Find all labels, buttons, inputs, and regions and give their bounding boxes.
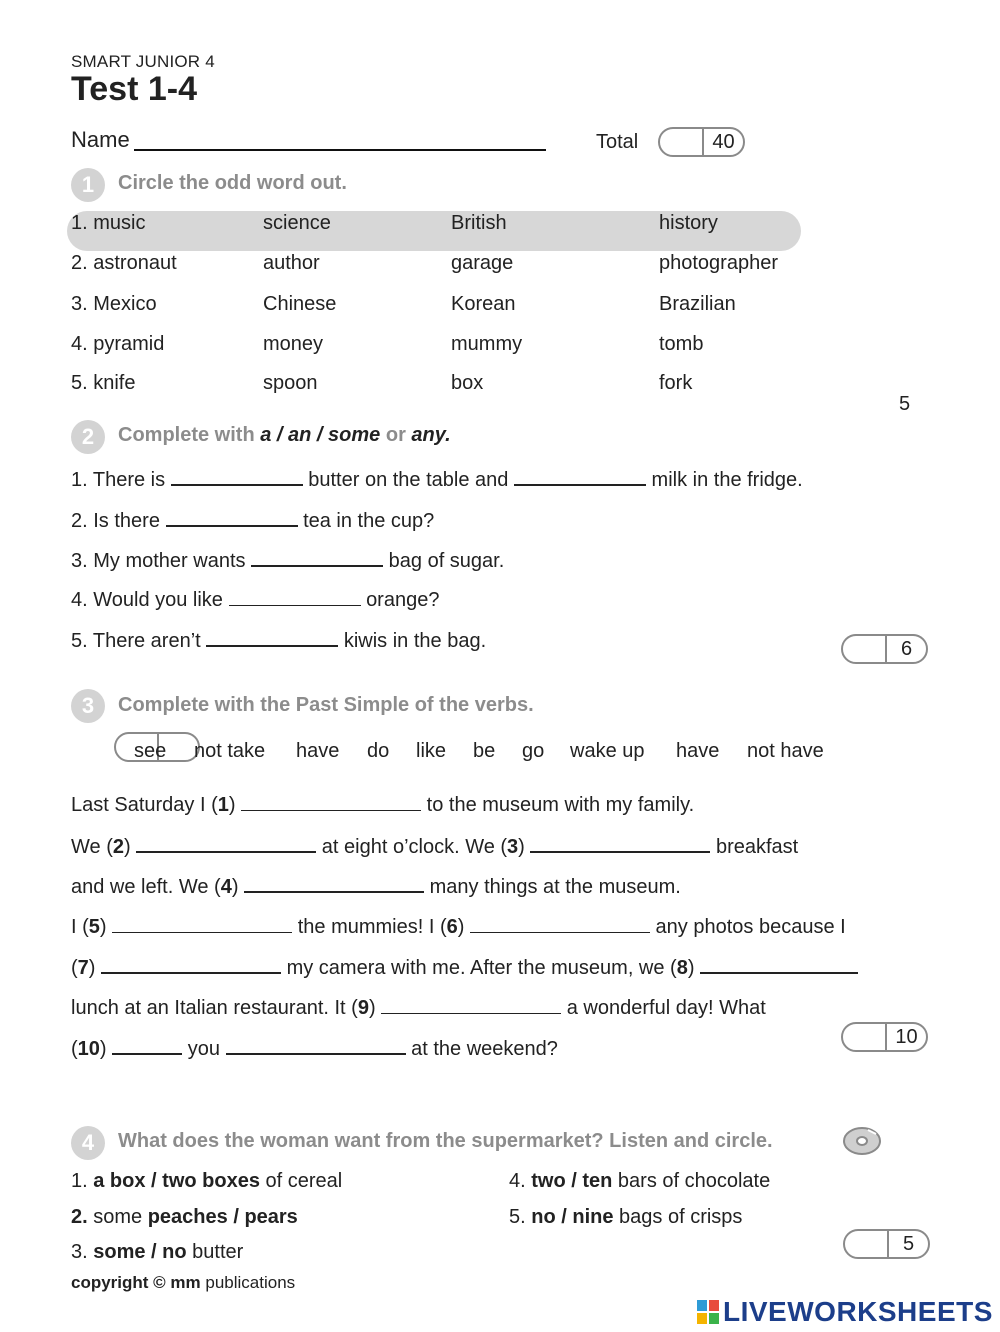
section-4-score: 5 xyxy=(902,1233,915,1255)
s3-line-3: and we left. We (4) many things at the museum. xyxy=(71,871,681,899)
section-4-number: 4 xyxy=(71,1126,105,1160)
section-1-score: 5 xyxy=(899,393,911,415)
s4-item-1: 1. a box / two boxes of cereal xyxy=(71,1170,343,1192)
s4-item-4-options[interactable]: two / ten xyxy=(531,1170,613,1192)
word-bank-have: have xyxy=(296,740,340,762)
s3-line-5: (7) my camera with me. After the museum, we (8) xyxy=(71,952,858,980)
section-1-instruction: Circle the odd word out. xyxy=(118,172,347,194)
liveworksheets-logo-icon xyxy=(697,1300,719,1324)
s3-line-4: I (5) the mummies! I (6) any photos because I xyxy=(71,912,846,939)
s1-row2-word2[interactable]: author xyxy=(263,252,320,274)
s3-blank-7[interactable] xyxy=(101,952,281,974)
s2-blank-1a[interactable] xyxy=(171,464,303,486)
word-bank-wake-up: wake up xyxy=(570,740,645,762)
s2-sentence-3: 3. My mother wants bag of sugar. xyxy=(71,545,504,573)
s1-row2-word1[interactable]: 2. astronaut xyxy=(71,252,177,274)
s3-blank-10a[interactable] xyxy=(112,1033,182,1055)
s2-sentence-1: 1. There is butter on the table and milk in the fridge. xyxy=(71,464,803,492)
s4-item-2-options[interactable]: peaches / pears xyxy=(147,1206,298,1228)
s2-sentence-5: 5. There aren’t kiwis in the bag. xyxy=(71,625,486,653)
s4-item-1-options[interactable]: a box / two boxes xyxy=(93,1170,260,1192)
total-score-box[interactable] xyxy=(658,127,745,157)
s2-blank-2[interactable] xyxy=(166,505,298,527)
section-2-score: 6 xyxy=(900,638,913,660)
s1-row3-word3[interactable]: Korean xyxy=(451,293,516,315)
s1-row1-word3[interactable]: British xyxy=(451,212,507,234)
s4-item-2: 2. some peaches / pears xyxy=(71,1206,298,1228)
word-bank-not-take: not take xyxy=(194,740,266,762)
s1-row5-word1[interactable]: 5. knife xyxy=(71,372,136,394)
name-label: Name xyxy=(71,127,130,152)
s1-row1-word2[interactable]: science xyxy=(263,212,331,234)
s3-blank-10b[interactable] xyxy=(226,1033,406,1055)
s1-row4-word3[interactable]: mummy xyxy=(451,333,523,355)
name-line[interactable] xyxy=(134,149,546,151)
s3-line-2: We (2) at eight o’clock. We (3) breakfast xyxy=(71,831,798,859)
s3-line-7: (10) you at the weekend? xyxy=(71,1033,558,1061)
s3-blank-2[interactable] xyxy=(136,831,316,853)
s2-blank-4[interactable] xyxy=(229,585,361,606)
s4-item-5-options[interactable]: no / nine xyxy=(531,1206,614,1228)
page-title: Test 1-4 xyxy=(71,70,197,108)
s1-row5-word4[interactable]: fork xyxy=(659,372,693,394)
s2-blank-3[interactable] xyxy=(251,545,383,567)
word-bank-like: like xyxy=(416,740,447,762)
s3-blank-8[interactable] xyxy=(700,952,858,974)
word-bank-be: be xyxy=(473,740,496,762)
s1-row1-word1[interactable]: 1. music xyxy=(71,212,146,234)
word-bank-not-have: not have xyxy=(747,740,824,762)
section-1-number: 1 xyxy=(71,168,105,202)
section-2-score-box[interactable] xyxy=(841,634,928,664)
s1-row5-word2[interactable]: spoon xyxy=(263,372,318,394)
s1-row4-word4[interactable]: tomb xyxy=(659,333,704,355)
s1-row5-word3[interactable]: box xyxy=(451,372,484,394)
s3-line-6: lunch at an Italian restaurant. It (9) a wonderful day! What xyxy=(71,993,766,1020)
s3-blank-5[interactable] xyxy=(112,912,292,933)
s4-item-4: 4. two / ten bars of chocolate xyxy=(509,1170,771,1192)
word-bank-do: do xyxy=(367,740,390,762)
s1-row4-word2[interactable]: money xyxy=(263,333,324,355)
s3-blank-3[interactable] xyxy=(530,831,710,853)
s1-row2-word4[interactable]: photographer xyxy=(659,252,778,274)
section-2-instruction: Complete with a / an / some or any. xyxy=(118,424,451,446)
s1-row1-word4[interactable]: history xyxy=(659,212,718,234)
s2-sentence-4: 4. Would you like orange? xyxy=(71,585,439,612)
section-4-instruction: What does the woman want from the supermarket? Listen and circle. xyxy=(118,1130,773,1152)
section-3-score-box[interactable] xyxy=(841,1022,928,1052)
section-2-number: 2 xyxy=(71,420,105,454)
word-bank-go: go xyxy=(522,740,545,762)
s1-row3-word4[interactable]: Brazilian xyxy=(659,293,736,315)
s3-blank-4[interactable] xyxy=(244,871,424,893)
s2-blank-1b[interactable] xyxy=(514,464,646,486)
s1-row3-word1[interactable]: 3. Mexico xyxy=(71,293,157,315)
s1-row4-word1[interactable]: 4. pyramid xyxy=(71,333,165,355)
section-3-instruction: Complete with the Past Simple of the verbs. xyxy=(118,694,534,716)
s2-blank-5[interactable] xyxy=(206,625,338,647)
s1-row3-word2[interactable]: Chinese xyxy=(263,293,337,315)
s3-blank-9[interactable] xyxy=(381,993,561,1014)
section-4-score-box[interactable] xyxy=(843,1229,930,1259)
section-3-score: 10 xyxy=(895,1026,918,1048)
word-bank-see: see xyxy=(134,740,167,762)
s4-item-3-options[interactable]: some / no xyxy=(93,1241,187,1263)
s4-item-3: 3. some / no butter xyxy=(71,1241,244,1263)
s1-row2-word3[interactable]: garage xyxy=(451,252,514,274)
series-label: SMART JUNIOR 4 xyxy=(71,52,215,71)
s3-blank-6[interactable] xyxy=(470,912,650,933)
total-score-value: 40 xyxy=(712,131,735,153)
word-bank-have-2: have xyxy=(676,740,720,762)
liveworksheets-brand[interactable]: LIVEWORKSHEETS xyxy=(723,1296,993,1327)
s3-blank-1[interactable] xyxy=(241,790,421,811)
section-3-number: 3 xyxy=(71,689,105,723)
copyright: copyright © mm publications xyxy=(71,1273,296,1292)
s3-line-1: Last Saturday I (1) to the museum with my family. xyxy=(71,790,694,817)
s2-sentence-2: 2. Is there tea in the cup? xyxy=(71,505,434,533)
s4-item-5: 5. no / nine bags of crisps xyxy=(509,1206,743,1228)
total-label: Total xyxy=(596,131,639,153)
cd-audio-icon[interactable] xyxy=(842,1124,882,1156)
